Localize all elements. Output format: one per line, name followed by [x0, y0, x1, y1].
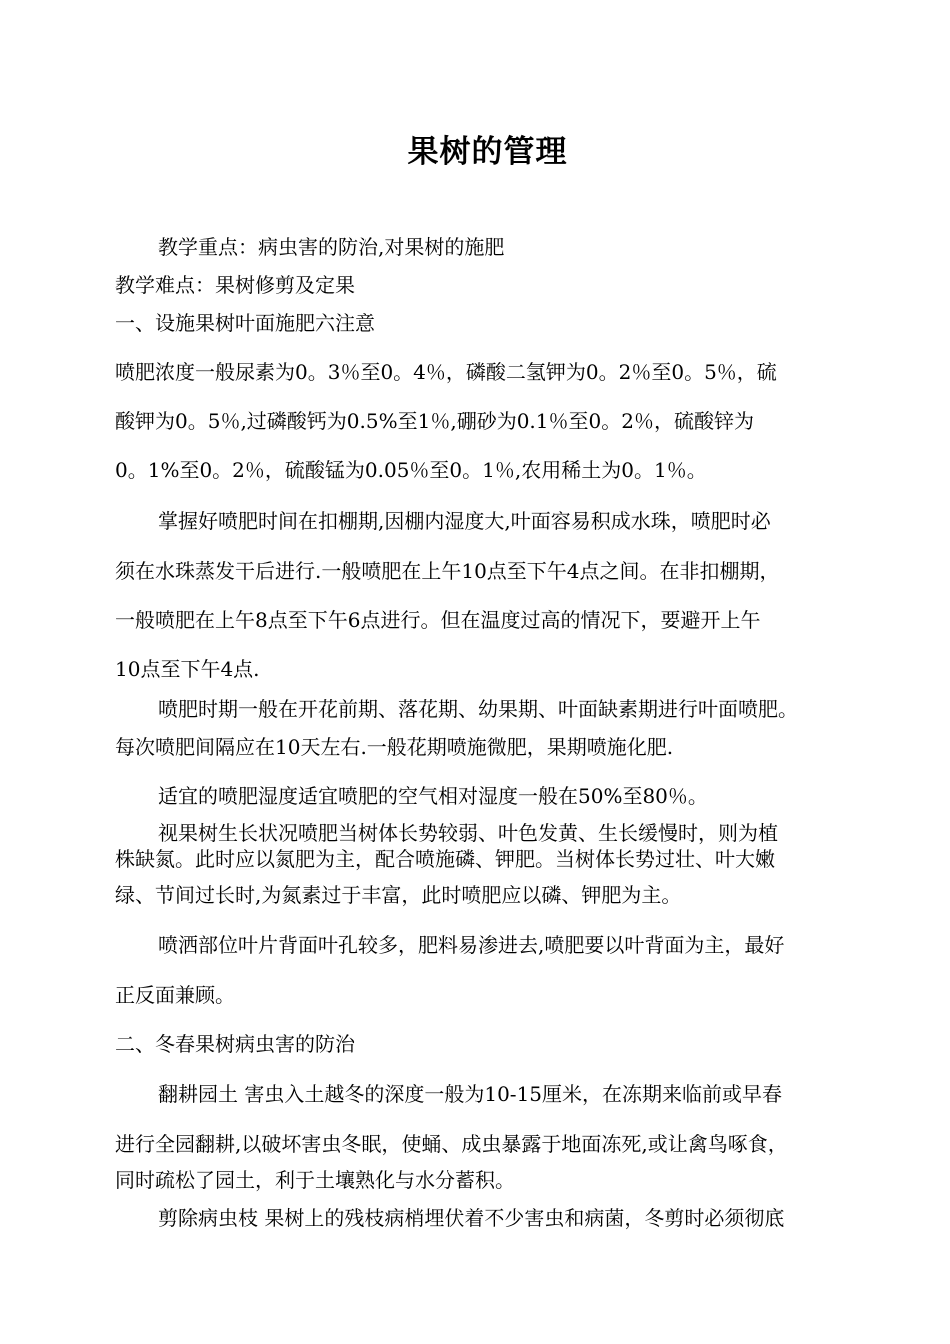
body-line: 绿、节间过长时,为氮素过于丰富，此时喷肥应以磷、钾肥为主。	[115, 883, 682, 907]
body-line: 进行全园翻耕,以破坏害虫冬眠，使蛹、成虫暴露于地面冻死,或让禽鸟啄食，	[115, 1132, 788, 1156]
body-line: 10点至下午4点.	[115, 657, 260, 681]
body-line: 适宜的喷肥湿度适宜喷肥的空气相对湿度一般在50%至80％。	[158, 784, 708, 808]
body-line: 0。1%至0。2％，硫酸锰为0.05％至0。1％,农用稀土为0。1％。	[115, 458, 707, 482]
section-heading-1: 一、设施果树叶面施肥六注意	[115, 311, 375, 335]
body-line: 视果树生长状况喷肥当树体长势较弱、叶色发黄、生长缓慢时，则为植	[158, 821, 778, 845]
body-line: 掌握好喷肥时间在扣棚期,因棚内湿度大,叶面容易积成水珠，喷肥时必	[158, 509, 771, 533]
body-line: 酸钾为0。5％,过磷酸钙为0.5%至1％,硼砂为0.1％至0。2％，硫酸锌为	[115, 409, 754, 433]
body-line: 翻耕园土 害虫入土越冬的深度一般为10-15厘米，在冻期来临前或早春	[158, 1082, 783, 1106]
body-line: 每次喷肥间隔应在10天左右.一般花期喷施微肥，果期喷施化肥.	[115, 735, 674, 759]
difficulties-line: 教学难点：果树修剪及定果	[115, 273, 355, 297]
body-line: 喷洒部位叶片背面叶孔较多，肥料易渗进去,喷肥要以叶背面为主，最好	[158, 933, 785, 957]
key-points-line: 教学重点：病虫害的防治,对果树的施肥	[158, 235, 505, 259]
body-line: 同时疏松了园土，利于土壤熟化与水分蓄积。	[115, 1168, 515, 1192]
body-line: 剪除病虫枝 果树上的残枝病梢埋伏着不少害虫和病菌，冬剪时必须彻底	[158, 1206, 785, 1230]
body-line: 株缺氮。此时应以氮肥为主，配合喷施磷、钾肥。当树体长势过壮、叶大嫩	[115, 847, 775, 871]
body-line: 喷肥浓度一般尿素为0。3％至0。4％，磷酸二氢钾为0。2％至0。5％，硫	[115, 360, 777, 384]
body-line: 正反面兼顾。	[115, 983, 235, 1007]
section-heading-2: 二、冬春果树病虫害的防治	[115, 1032, 355, 1056]
body-line: 一般喷肥在上午8点至下午6点进行。但在温度过高的情况下，要避开上午	[115, 608, 761, 632]
body-line: 须在水珠蒸发干后进行.一般喷肥在上午10点至下午4点之间。在非扣棚期，	[115, 559, 780, 583]
body-line: 喷肥时期一般在开花前期、落花期、幼果期、叶面缺素期进行叶面喷肥。	[158, 697, 798, 721]
page-title: 果树的管理	[407, 134, 568, 170]
